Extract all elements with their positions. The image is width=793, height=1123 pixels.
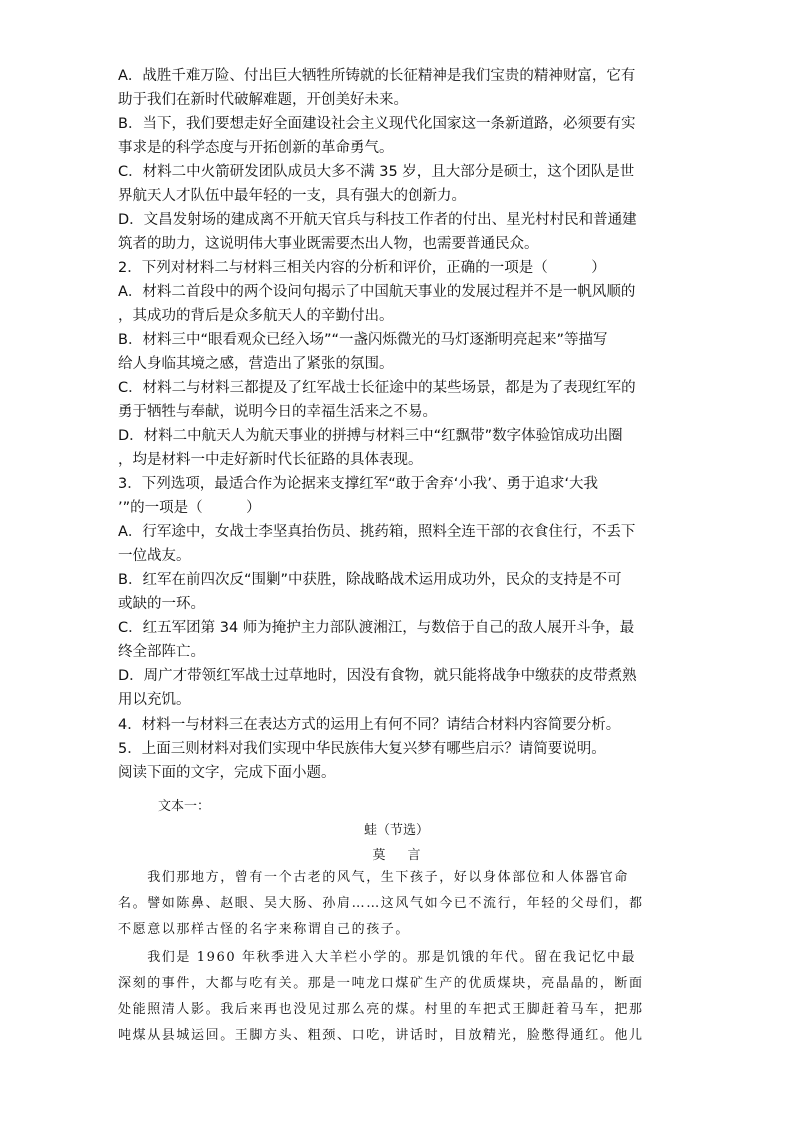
question-line: A．战胜千难万险、付出巨大牺牲所铸就的长征精神是我们宝贵的精神财富，它有 bbox=[118, 68, 636, 84]
question-line: 4．材料一与材料三在表达方式的运用上有何不同？请结合材料内容简要分析。 bbox=[118, 717, 621, 733]
question-line: 一位战友。 bbox=[118, 548, 191, 564]
text-label: 文本一： bbox=[158, 799, 211, 814]
question-line: ，其成功的背后是众多航天人的辛勤付出。 bbox=[118, 308, 394, 324]
question-line: 用以充饥。 bbox=[118, 692, 191, 708]
question-line: D．文昌发射场的建成离不开航天官兵与科技工作者的付出、星光村村民和普通建 bbox=[118, 212, 637, 228]
question-line: C．红五军团第 34 师为掩护主力部队渡湘江，与数倍于自己的敌人展开斗争，最 bbox=[118, 620, 635, 636]
article-line: 名。譬如陈鼻、赵眼、吴大肠、孙肩……这风气如今已不流行，年轻的父母们，都 bbox=[118, 896, 644, 911]
question-line: 2．下列对材料二与材料三相关内容的分析和评价，正确的一项是（ ） bbox=[118, 260, 606, 276]
article-title: 蛙（节选） bbox=[363, 823, 429, 838]
question-line: ，均是材料一中走好新时代长征路的具体表现。 bbox=[118, 452, 423, 468]
article-line: 吨煤从县城运回。王脚方头、粗颈、口吃，讲话时，目放精光，脸憋得通红。他儿 bbox=[118, 1028, 644, 1043]
question-line: ’”的一项是（ ） bbox=[118, 500, 261, 516]
article-line: 处能照清人影。我后来再也没见过那么亮的煤。村里的车把式王脚赶着马车，把那 bbox=[118, 1002, 644, 1017]
question-line: B．材料三中“眼看观众已经入场”“一盏闪烁微光的马灯逐渐明亮起来”等描写 bbox=[118, 332, 608, 348]
question-line: 或缺的一环。 bbox=[118, 596, 205, 612]
question-line: 3．下列选项，最适合作为论据来支撑红军“敢于舍弃‘小我’、勇于追求‘大我 bbox=[118, 476, 599, 492]
question-line: 给人身临其境之感，营造出了紧张的氛围。 bbox=[118, 356, 394, 372]
question-line: D．材料二中航天人为航天事业的拼搏与材料三中“红飘带”数字体验馆成功出圈 bbox=[118, 428, 623, 444]
question-line: A．行军途中，女战士李坚真抬伤员、挑药箱，照料全连干部的衣食住行，不丢下 bbox=[118, 524, 636, 540]
article-line: 深刻的事件，大都与吃有关。那是一吨龙口煤矿生产的优质煤块，亮晶晶的，断面 bbox=[118, 976, 644, 991]
question-line: 助于我们在新时代破解难题，开创美好未来。 bbox=[118, 92, 408, 108]
question-line: B．红军在前四次反“围剿”中获胜，除战略战术运用成功外，民众的支持是不可 bbox=[118, 572, 622, 588]
article-author: 莫言 bbox=[372, 848, 443, 863]
article-line: 不愿意以那样古怪的名字来称谓自己的孩子。 bbox=[118, 922, 411, 937]
question-line: C．材料二与材料三都提及了红军战士长征途中的某些场景，都是为了表现红军的 bbox=[118, 380, 636, 396]
question-line: B．当下，我们要想走好全面建设社会主义现代化国家这一条新道路，必须要有实 bbox=[118, 116, 636, 132]
section-instruction: 阅读下面的文字，完成下面小题。 bbox=[118, 765, 336, 781]
question-line: 5．上面三则材料对我们实现中华民族伟大复兴梦有哪些启示？请简要说明。 bbox=[118, 741, 606, 757]
question-line: 界航天人才队伍中最年轻的一支，具有强大的创新力。 bbox=[118, 188, 466, 204]
question-line: A．材料二首段中的两个设问句揭示了中国航天事业的发展过程并不是一帆风顺的 bbox=[118, 284, 636, 300]
article-line: 我们是 1960 年秋季进入大羊栏小学的。那是饥饿的年代。留在我记忆中最 bbox=[118, 950, 637, 965]
question-line: 终全部阵亡。 bbox=[118, 644, 205, 660]
question-line: 事求是的科学态度与开拓创新的革命勇气。 bbox=[118, 140, 394, 156]
question-line: 勇于牺牲与奉献，说明今日的幸福生活来之不易。 bbox=[118, 404, 437, 420]
question-line: 筑者的助力，这说明伟大事业既需要杰出人物，也需要普通民众。 bbox=[118, 236, 539, 252]
question-line: D．周广才带领红军战士过草地时，因没有食物，就只能将战争中缴获的皮带煮熟 bbox=[118, 668, 637, 684]
article-line: 我们那地方，曾有一个古老的风气，生下孩子，好以身体部位和人体器官命 bbox=[118, 870, 630, 885]
question-line: C．材料二中火箭研发团队成员大多不满 35 岁，且大部分是硕士，这个团队是世 bbox=[118, 164, 635, 180]
